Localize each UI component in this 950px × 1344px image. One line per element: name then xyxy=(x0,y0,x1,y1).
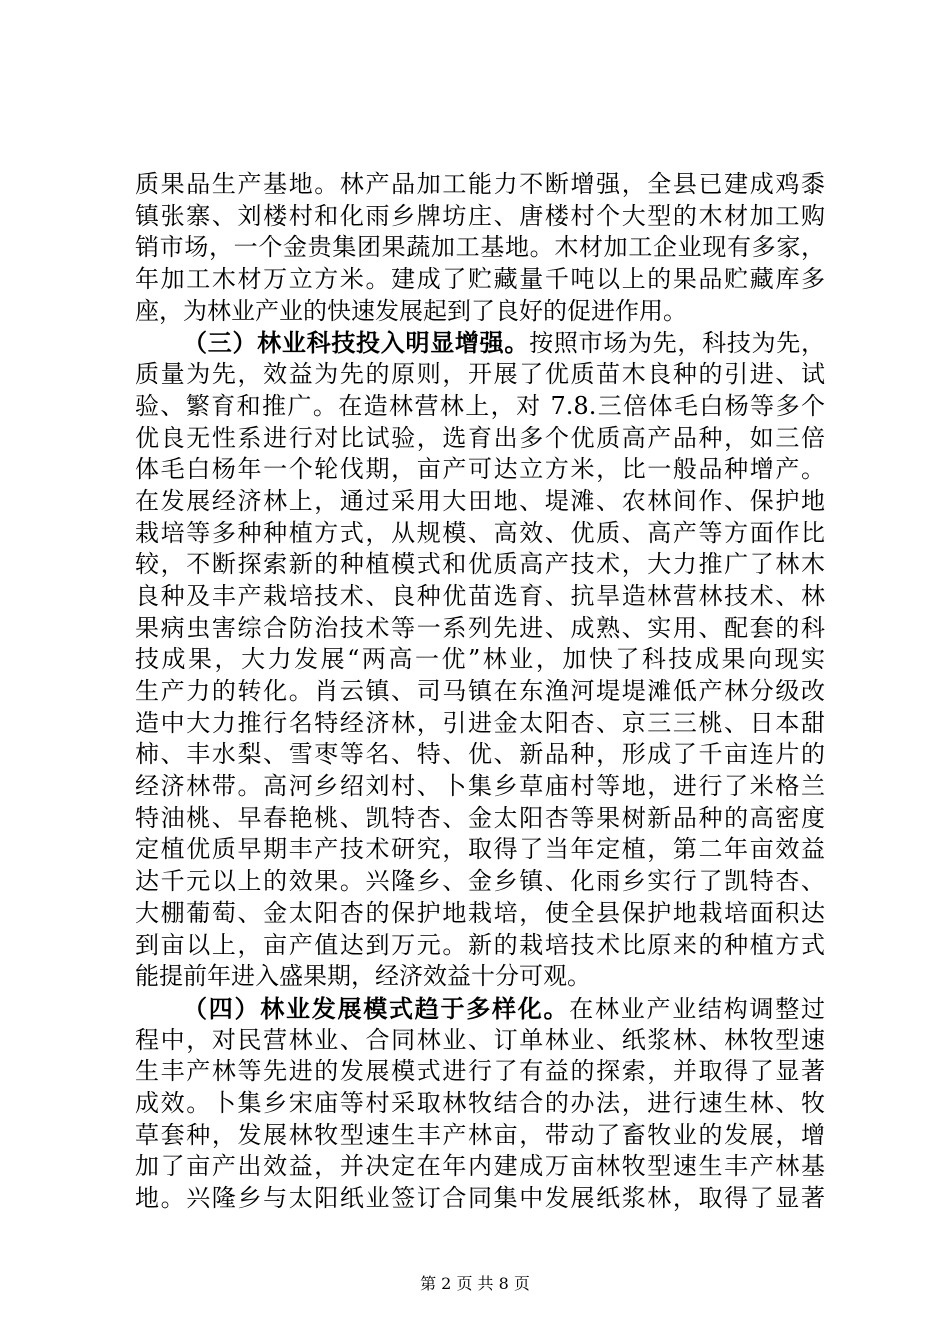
paragraph xyxy=(135,327,825,992)
text-line xyxy=(135,993,825,1025)
text-line: 生丰产林等先进的发展模式进行了有益的探索，并取得了显著 xyxy=(135,1057,825,1086)
section-heading: （三）林业科技投入明显增强。 xyxy=(183,328,530,358)
text-line: 栽培等多种种植方式，从规模、高效、优质、高产等方面作比 xyxy=(135,518,825,547)
text-line: 成效。卜集乡宋庙等村采取林牧结合的办法，进行速生林、牧 xyxy=(135,1088,825,1117)
text-run: 在林业产业结构调整过 xyxy=(569,994,825,1023)
text-line: 镇张寨、刘楼村和化雨乡牌坊庄、唐楼村个大型的木材加工购 xyxy=(135,201,825,230)
text-line: 地。兴隆乡与太阳纸业签订合同集中发展纸浆林，取得了显著 xyxy=(135,1184,825,1212)
text-line: 年加工木材万立方米。建成了贮藏量千吨以上的果品贮藏库多 xyxy=(135,265,825,294)
text-line: 良种及丰产栽培技术、良种优苗选育、抗旱造林营林技术、林 xyxy=(135,581,825,610)
text-line: 能提前年进入盛果期，经济效益十分可观。 xyxy=(135,962,591,991)
text-line: 大棚葡萄、金太阳杏的保护地栽培，使全县保护地栽培面积达 xyxy=(135,898,825,927)
text-line: 质果品生产基地。林产品加工能力不断增强，全县已建成鸡黍 xyxy=(135,170,825,198)
text-line: 加了亩产出效益，并决定在年内建成万亩林牧型速生丰产林基 xyxy=(135,1152,825,1181)
section-heading: （四）林业发展模式趋于多样化。 xyxy=(183,993,570,1023)
paragraph xyxy=(135,169,825,327)
text-line: 达千元以上的效果。兴隆乡、金乡镇、化雨乡实行了凯特杏、 xyxy=(135,867,825,896)
text-line: 销市场，一个金贵集团果蔬加工基地。木材加工企业现有多家， xyxy=(135,233,825,262)
paragraph xyxy=(135,993,825,1215)
document-body xyxy=(135,169,825,1215)
text-line: 在发展经济林上，通过采用大田地、堤滩、农林间作、保护地 xyxy=(135,486,825,515)
text-line: 座，为林业产业的快速发展起到了良好的促进作用。 xyxy=(135,296,687,325)
text-line: 较，不断探索新的种植模式和优质高产技术，大力推广了林木 xyxy=(135,550,825,579)
text-line: 体毛白杨年一个轮伐期，亩产可达立方米，比一般品种增产。 xyxy=(135,455,825,484)
text-line: 果病虫害综合防治技术等一系列先进、成熟、实用、配套的科 xyxy=(135,613,825,642)
text-line: 程中，对民营林业、合同林业、订单林业、纸浆林、林牧型速 xyxy=(135,1025,825,1054)
text-line: 造中大力推行名特经济林，引进金太阳杏、京三三桃、日本甜 xyxy=(135,708,825,737)
text-line: 特油桃、早春艳桃、凯特杏、金太阳杏等果树新品种的高密度 xyxy=(135,803,825,832)
page-number: 第 2 页 共 8 页 xyxy=(420,1274,530,1293)
text-line: 到亩以上，亩产值达到万元。新的栽培技术比原来的种植方式 xyxy=(135,930,825,959)
text-line: 优良无性系进行对比试验，选育出多个优质高产品种，如三倍 xyxy=(135,423,825,452)
text-line: 定植优质早期丰产技术研究，取得了当年定植，第二年亩效益 xyxy=(135,835,825,864)
text-line: 柿、丰水梨、雪枣等名、特、优、新品种，形成了千亩连片的 xyxy=(135,740,825,769)
text-line: 质量为先，效益为先的原则，开展了优质苗木良种的引进、试 xyxy=(135,360,825,389)
text-line: 草套种，发展林牧型速生丰产林亩，带动了畜牧业的发展，增 xyxy=(135,1120,825,1149)
text-line xyxy=(135,327,825,359)
text-line: 验、繁育和推广。在造林营林上，对 7.8.三倍体毛白杨等多个 xyxy=(135,391,825,420)
text-run: 按照市场为先，科技为先， xyxy=(529,329,826,358)
text-line: 经济林带。高河乡绍刘村、卜集乡草庙村等地，进行了米格兰 xyxy=(135,772,825,801)
text-line: 生产力的转化。肖云镇、司马镇在东渔河堤堤滩低产林分级改 xyxy=(135,677,825,705)
text-line: 技成果，大力发展“两高一优”林业，加快了科技成果向现实 xyxy=(135,645,825,674)
